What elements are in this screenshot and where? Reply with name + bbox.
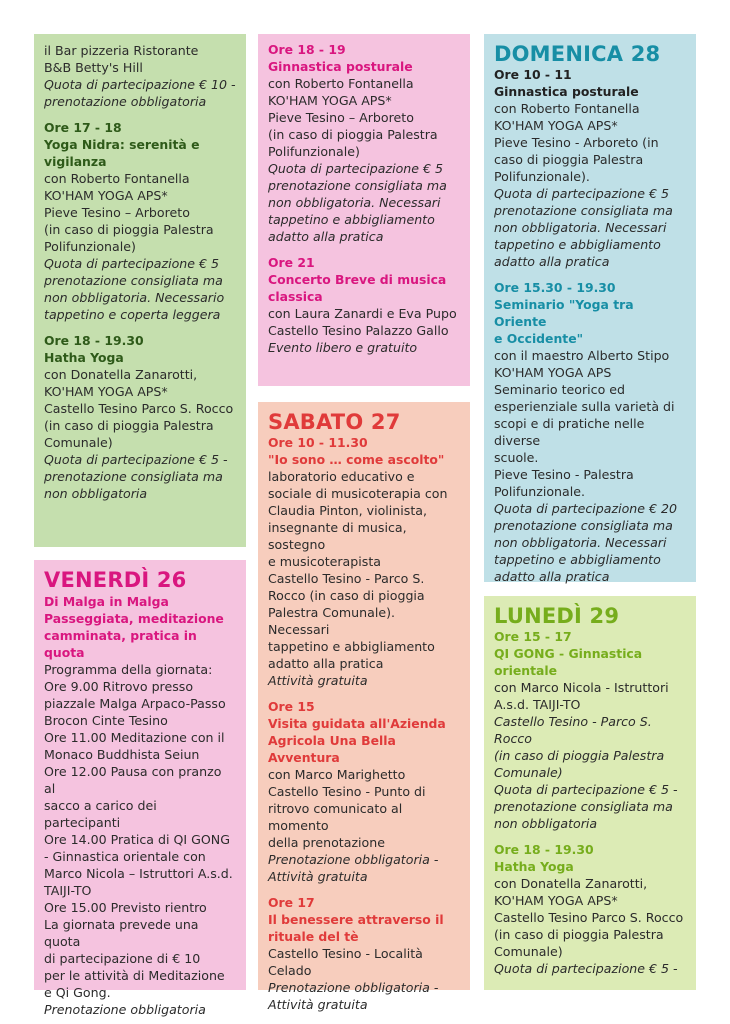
panel-sabato — [258, 402, 470, 1012]
text-line: esperienziale sulla varietà di — [494, 399, 675, 414]
event-title — [494, 858, 686, 875]
text-line: tappetino e abbigliamento — [268, 212, 435, 227]
event-title — [268, 911, 460, 945]
event-fee — [268, 851, 460, 885]
event-title — [268, 715, 460, 766]
text-line: Polifunzionale) — [44, 239, 136, 254]
event-details — [494, 100, 686, 185]
text-line: classica — [268, 289, 323, 304]
panel-lunedi — [484, 596, 696, 990]
text-line: adatto alla pratica — [268, 656, 384, 671]
event-details — [494, 875, 686, 960]
text-line: Ore 15.00 Previsto rientro — [44, 900, 207, 915]
text-line: prenotazione consigliata ma — [494, 203, 673, 218]
event-time: Ore 18 - 19 — [268, 42, 346, 57]
text-line: Quota di partecipazione € 5 - — [494, 961, 678, 976]
text-line: A.s.d. TAIJI-TO — [494, 697, 581, 712]
text-line: TAIJI-TO — [44, 883, 92, 898]
text-line: prenotazione consigliata ma — [494, 518, 673, 533]
text-line: Castello Tesino Parco S. Rocco — [494, 910, 684, 925]
event-fee — [494, 960, 686, 977]
event-title — [44, 593, 236, 661]
event-details — [44, 366, 236, 451]
text-line: KO'HAM YOGA APS* — [494, 118, 618, 133]
text-line: prenotazione consigliata ma — [268, 178, 447, 193]
text-line: Quota di partecipazione € 5 — [268, 161, 444, 176]
event-time: Ore 10 - 11.30 — [268, 435, 368, 450]
text-line: il Bar pizzeria Ristorante — [44, 43, 199, 58]
text-line: Programma della giornata: — [44, 662, 213, 677]
text-line: Ore 12.00 Pausa con pranzo al — [44, 764, 222, 796]
text-line: QI GONG - Ginnastica — [494, 646, 643, 661]
event-fee — [44, 451, 236, 502]
text-line: non obbligatoria. Necessari — [494, 220, 667, 235]
text-line: non obbligatoria. Necessario — [44, 290, 225, 305]
intro-fee — [44, 76, 236, 110]
text-line: Ginnastica posturale — [494, 84, 639, 99]
text-line: B&B Betty's Hill — [44, 60, 143, 75]
text-line: non obbligatoria — [44, 486, 148, 501]
text-line: tappetino e abbigliamento — [268, 639, 435, 654]
text-line: con Roberto Fontanella — [44, 171, 190, 186]
text-line: Il benessere attraverso il — [268, 912, 444, 927]
text-line: (in caso di pioggia Palestra — [268, 127, 438, 142]
day-heading: DOMENICA 28 — [494, 42, 661, 66]
text-line: con Marco Nicola - Istruttori — [494, 680, 669, 695]
event-details — [268, 75, 460, 160]
text-line: Claudia Pinton, violinista, — [268, 503, 427, 518]
text-line: Quota di partecipazione € 10 - — [44, 77, 236, 92]
text-line: Ginnastica posturale — [268, 59, 413, 74]
event-fee — [494, 500, 686, 585]
text-line: scuole. — [494, 450, 539, 465]
text-line: prenotazione consigliata ma — [44, 469, 223, 484]
event-fee — [268, 339, 460, 356]
event-time: Ore 18 - 19.30 — [44, 333, 144, 348]
event-fee — [268, 979, 460, 1013]
text-line: laboratorio educativo e — [268, 469, 415, 484]
text-line: Prenotazione obbligatoria - — [268, 852, 439, 867]
event-title — [268, 271, 460, 305]
text-line: Quota di partecipazione € 5 - — [494, 782, 678, 797]
text-line: adatto alla pratica — [268, 229, 384, 244]
text-line: Di Malga in Malga — [44, 594, 169, 609]
text-line: prenotazione consigliata ma — [44, 273, 223, 288]
event-time: Ore 15 — [268, 699, 315, 714]
text-line: piazzale Malga Arpaco-Passo — [44, 696, 226, 711]
event-details — [268, 305, 460, 339]
text-line: non obbligatoria — [494, 816, 598, 831]
text-line: La giornata prevede una quota — [44, 917, 199, 949]
event-title — [44, 136, 236, 170]
text-line: sacco a carico dei partecipanti — [44, 798, 157, 830]
text-line: Evento libero e gratuito — [268, 340, 418, 355]
panel-domenica — [484, 34, 696, 582]
text-line: Castello Tesino - Parco S. Rocco — [494, 714, 652, 746]
text-line: della prenotazione — [268, 835, 385, 850]
day-heading: SABATO 27 — [268, 410, 401, 434]
text-line: (in caso di pioggia Palestra — [44, 418, 214, 433]
text-line: Brocon Cinte Tesino — [44, 713, 168, 728]
text-line: Attività gratuita — [268, 673, 368, 688]
text-line: Pieve Tesino - Palestra — [494, 467, 634, 482]
panel-friday-evening — [258, 34, 470, 386]
event-fee — [268, 160, 460, 245]
event-fee — [494, 713, 686, 832]
text-line: non obbligatoria. Necessari — [268, 195, 441, 210]
event-details — [268, 766, 460, 851]
text-line: Ore 11.00 Meditazione con il — [44, 730, 225, 745]
text-line: Concerto Breve di musica — [268, 272, 447, 287]
text-line: Castello Tesino Parco S. Rocco — [44, 401, 234, 416]
text-line: con il maestro Alberto Stipo — [494, 348, 670, 363]
event-time: Ore 10 - 11 — [494, 67, 572, 82]
text-line: Rocco (in caso di pioggia — [268, 588, 425, 603]
text-line: non obbligatoria. Necessari — [494, 535, 667, 550]
intro-lines — [44, 42, 236, 76]
text-line: Agricola Una Bella Avventura — [268, 733, 396, 765]
event-fee — [268, 672, 460, 689]
text-line: KO'HAM YOGA APS — [494, 365, 612, 380]
text-line: Comunale) — [44, 435, 113, 450]
text-line: Marco Nicola – Istruttori A.s.d. — [44, 866, 233, 881]
text-line: Pieve Tesino - Arboreto (in — [494, 135, 659, 150]
text-line: e musicoterapista — [268, 554, 381, 569]
event-details — [268, 468, 460, 672]
event-time: Ore 15 - 17 — [494, 629, 572, 644]
text-line: tappetino e abbigliamento — [494, 552, 661, 567]
text-line: con Marco Marighetto — [268, 767, 406, 782]
text-line: Comunale) — [494, 765, 563, 780]
text-line: Prenotazione obbligatoria - — [268, 980, 439, 995]
event-title — [268, 451, 460, 468]
text-line: KO'HAM YOGA APS* — [44, 188, 168, 203]
text-line: Monaco Buddhista Seiun — [44, 747, 200, 762]
event-details — [268, 945, 460, 979]
text-line: caso di pioggia Palestra — [494, 152, 644, 167]
text-line: rituale del tè — [268, 929, 359, 944]
text-line: (in caso di pioggia Palestra — [494, 927, 664, 942]
text-line: Visita guidata all'Azienda — [268, 716, 446, 731]
text-line: Castello Tesino Palazzo Gallo — [268, 323, 449, 338]
text-line: con Roberto Fontanella — [494, 101, 640, 116]
text-line: Pieve Tesino – Arboreto — [44, 205, 190, 220]
event-title — [494, 645, 686, 679]
text-line: KO'HAM YOGA APS* — [44, 384, 168, 399]
text-line: (in caso di pioggia Palestra — [44, 222, 214, 237]
text-line: Attività gratuita — [268, 997, 368, 1012]
text-line: Quota di partecipazione € 5 - — [44, 452, 228, 467]
text-line: KO'HAM YOGA APS* — [268, 93, 392, 108]
text-line: Castello Tesino - Località — [268, 946, 423, 961]
text-line: con Laura Zanardi e Eva Pupo — [268, 306, 457, 321]
text-line: tappetino e abbigliamento — [494, 237, 661, 252]
event-title — [268, 58, 460, 75]
text-line: ritrovo comunicato al momento — [268, 801, 403, 833]
text-line: Castello Tesino - Parco S. — [268, 571, 425, 586]
text-line: KO'HAM YOGA APS* — [494, 893, 618, 908]
text-line: con Donatella Zanarotti, — [494, 876, 648, 891]
text-line: con Donatella Zanarotti, — [44, 367, 198, 382]
event-title — [44, 349, 236, 366]
event-title — [494, 296, 686, 347]
text-line: Hatha Yoga — [494, 859, 574, 874]
event-title — [494, 83, 686, 100]
event-details — [44, 661, 236, 1001]
text-line: Polifunzionale) — [268, 144, 360, 159]
event-fee — [494, 185, 686, 270]
text-line: con Roberto Fontanella — [268, 76, 414, 91]
text-line: Ore 14.00 Pratica di QI GONG — [44, 832, 230, 847]
event-fee — [44, 255, 236, 323]
text-line: tappetino e coperta leggera — [44, 307, 221, 322]
text-line: Polifunzionale. — [494, 484, 586, 499]
text-line: Seminario "Yoga tra Oriente — [494, 297, 634, 329]
text-line: Comunale) — [494, 944, 563, 959]
text-line: Castello Tesino - Punto di — [268, 784, 426, 799]
text-line: Hatha Yoga — [44, 350, 124, 365]
event-details — [44, 170, 236, 255]
event-fee — [44, 1001, 236, 1018]
text-line: "Io sono … come ascolto" — [268, 452, 445, 467]
text-line: Pieve Tesino – Arboreto — [268, 110, 414, 125]
text-line: Celado — [268, 963, 312, 978]
text-line: e Occidente" — [494, 331, 584, 346]
text-line: Quota di partecipazione € 20 — [494, 501, 678, 516]
text-line: orientale — [494, 663, 558, 678]
panel-thursday-continued — [34, 34, 246, 547]
text-line: Quota di partecipazione € 5 — [44, 256, 220, 271]
event-time: Ore 17 — [268, 895, 315, 910]
text-line: prenotazione consigliata ma — [494, 799, 673, 814]
text-line: Seminario teorico ed — [494, 382, 626, 397]
text-line: scopi e di pratiche nelle diverse — [494, 416, 645, 448]
event-time: Ore 15.30 - 19.30 — [494, 280, 616, 295]
event-details — [494, 679, 686, 713]
event-time: Ore 17 - 18 — [44, 120, 122, 135]
text-line: adatto alla pratica — [494, 254, 610, 269]
panel-venerdi — [34, 560, 246, 1017]
text-line: Palestra Comunale). Necessari — [268, 605, 396, 637]
text-line: Attività gratuita — [268, 869, 368, 884]
day-heading: LUNEDÌ 29 — [494, 604, 620, 628]
text-line: e Qi Gong. — [44, 985, 111, 1000]
day-heading: VENERDÌ 26 — [44, 568, 187, 592]
text-line: Quota di partecipazione € 5 — [494, 186, 670, 201]
event-details — [494, 347, 686, 500]
text-line: prenotazione obbligatoria — [44, 94, 207, 109]
event-time: Ore 18 - 19.30 — [494, 842, 594, 857]
text-line: insegnante di musica, sostegno — [268, 520, 407, 552]
text-line: camminata, pratica in — [44, 628, 197, 643]
text-line: Prenotazione obbligatoria — [44, 1002, 206, 1017]
text-line: per le attività di Meditazione — [44, 968, 225, 983]
text-line: sociale di musicoterapia con — [268, 486, 448, 501]
text-line: di partecipazione di € 10 — [44, 951, 201, 966]
text-line: adatto alla pratica — [494, 569, 610, 584]
text-line: Polifunzionale). — [494, 169, 590, 184]
text-line: Yoga Nidra: serenità e — [44, 137, 200, 152]
text-line: quota — [44, 645, 85, 660]
text-line: vigilanza — [44, 154, 107, 169]
event-time: Ore 21 — [268, 255, 315, 270]
text-line: - Ginnastica orientale con — [44, 849, 206, 864]
text-line: (in caso di pioggia Palestra — [494, 748, 665, 763]
text-line: Ore 9.00 Ritrovo presso — [44, 679, 194, 694]
text-line: Passeggiata, meditazione — [44, 611, 224, 626]
